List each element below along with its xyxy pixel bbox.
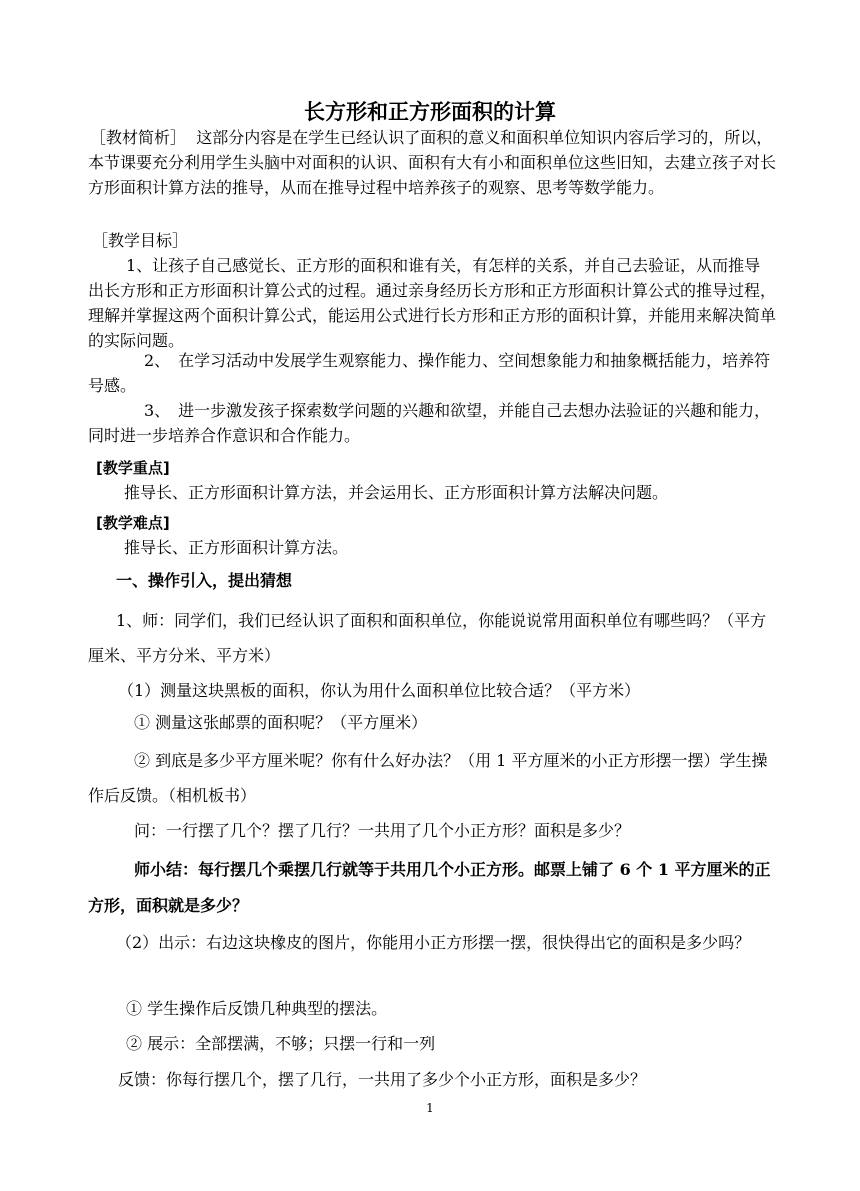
section1-summary: 师小结：每行摆几个乘摆几行就等于共用几个小正方形。邮票上铺了 6 个 1 平方厘米的正方形，面积就是多少？: [88, 860, 771, 915]
analysis-paragraph: [88, 125, 776, 200]
goal-item-1: 1、让孩子自己感觉长、正方形的面积和谁有关，有怎样的关系，并自己去验证，从而推导出长方形和正方形面积计算公式的过程。通过亲身经历长方形和正方形面积计算公式的推导过程，理解并掌握这两个面积计算公式，能运用公式进行长方形和正方形的面积计算，并能用来解决简单的实际问题。: [88, 256, 777, 350]
section1-paragraph-7: （2）出示：右边这块橡皮的图片，你能用小正方形摆一摆，很快得出它的面积是多少吗？: [116, 933, 751, 952]
difficulties-label: [教学难点]: [96, 514, 170, 532]
analysis-text: 这部分内容是在学生已经认识了面积的意义和面积单位知识内容后学习的，所以，本节课要充分利用学生头脑中对面积的认识、面积有大有小和面积单位这些旧知，去建立孩子对长方形面积计算方法的推导，从而在推导过程中培养孩子的观察、思考等数学能力。: [88, 128, 777, 197]
section1-paragraph-2: （1）测量这块黑板的面积，你认为用什么面积单位比较合适？（平方米）: [118, 681, 641, 700]
section1-paragraph-10: 反馈：你每行摆几个，摆了几行，一共用了多少个小正方形，面积是多少？: [118, 1070, 647, 1089]
goal-item-2: 2、 在学习活动中发展学生观察能力、操作能力、空间想象能力和抽象概括能力，培养符号感。: [88, 351, 771, 395]
document-title: 长方形和正方形面积的计算: [304, 99, 556, 124]
section1-paragraph-4: ② 到底是多少平方厘米呢？你有什么好办法？（用 1 平方厘米的小正方形摆一摆）学生操作后反馈。（相机板书）: [88, 751, 768, 805]
section1-heading: 一、操作引入，提出猜想: [116, 571, 293, 590]
section1-paragraph-9: ② 展示：全部摆满，不够；只摆一行和一列: [126, 1034, 436, 1053]
analysis-label: ［教材简析］: [90, 128, 187, 147]
section1-paragraph-5: 问：一行摆了几个？摆了几行？一共用了几个小正方形？面积是多少？: [134, 821, 631, 840]
goal-item-3: 3、 进一步激发孩子探索数学问题的兴趣和欲望，并能自己去想办法验证的兴趣和能力，同时进一步培养合作意识和合作能力。: [88, 401, 771, 445]
goals-label: ［教学目标］: [92, 231, 189, 250]
key-points-text: 推导长、正方形面积计算方法，并会运用长、正方形面积计算方法解决问题。: [124, 483, 669, 502]
section1-paragraph-8: ① 学生操作后反馈几种典型的摆法。: [126, 999, 388, 1018]
section1-paragraph-3: ① 测量这张邮票的面积呢？（平方厘米）: [134, 713, 428, 732]
page-number: 1: [426, 1101, 434, 1115]
section1-paragraph-1: 1、师：同学们，我们已经认识了面积和面积单位，你能说说常用面积单位有哪些吗？（平方厘米、平方分米、平方米）: [88, 611, 767, 665]
difficulties-text: 推导长、正方形面积计算方法。: [124, 538, 349, 557]
key-points-label: [教学重点]: [96, 459, 170, 477]
